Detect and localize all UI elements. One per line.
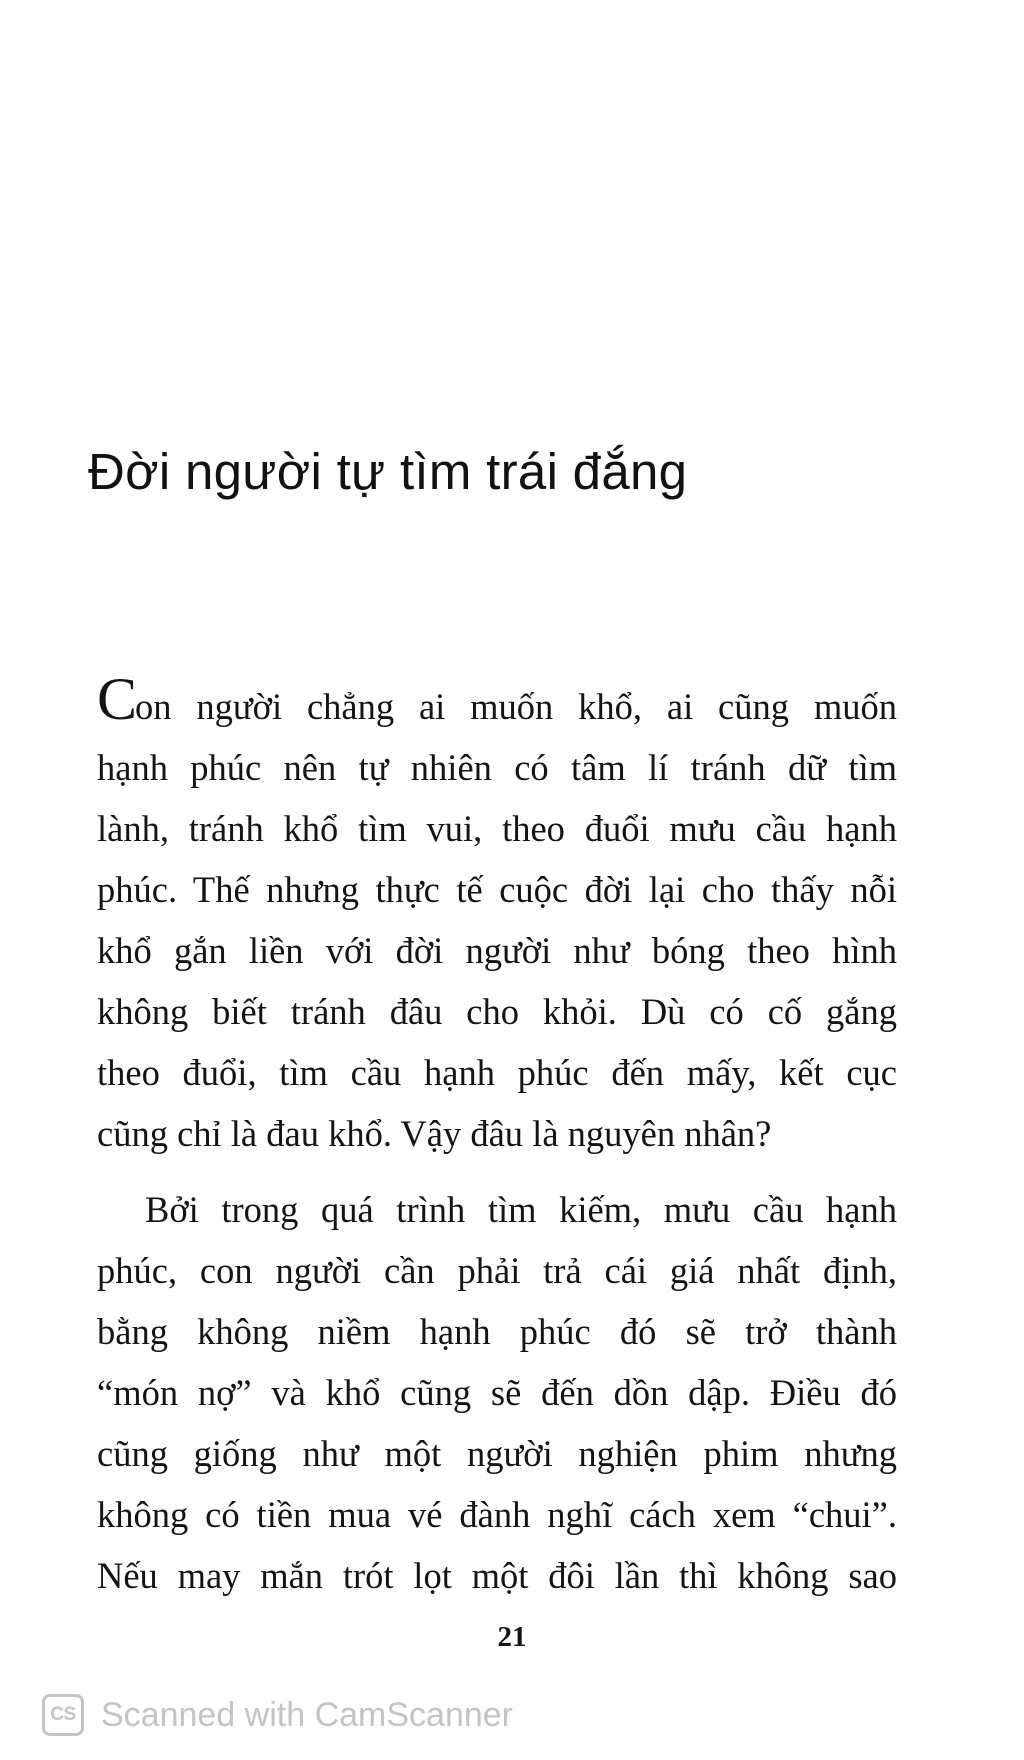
paragraph-2-line-7: Nếu may mắn trót lọt một đôi lần thì không sao [97,1555,897,1596]
drop-cap: C [97,666,136,732]
watermark-text: Scanned with CamScanner [101,1695,514,1734]
paragraph-1-line-2: hạnh phúc nên tự nhiên có tâm lí tránh dữ tìm [97,747,897,788]
paragraph-1-line-3: lành, tránh khổ tìm vui, theo đuổi mưu cầu hạnh [97,808,897,849]
paragraph-2-line-6: không có tiền mua vé đành nghĩ cách xem “chui”. [97,1494,897,1535]
chapter-title: Đời người tự tìm trái đắng [88,443,688,500]
paragraph-1-line-7: theo đuổi, tìm cầu hạnh phúc đến mấy, kết cục [97,1052,897,1093]
paragraph-2-line-2: phúc, con người cần phải trả cái giá nhất định, [97,1250,897,1291]
page-number: 21 [497,1621,527,1653]
paragraph-1-line-4: phúc. Thế nhưng thực tế cuộc đời lại cho thấy nỗi [97,869,897,910]
paragraph-gap [97,1164,897,1179]
paragraph-1-line-5: khổ gắn liền với đời người như bóng theo hình [97,930,897,971]
paragraph-2-line-4: “món nợ” và khổ cũng sẽ đến dồn dập. Điều đó [97,1372,897,1413]
paragraph-2-line-1: Bởi trong quá trình tìm kiếm, mưu cầu hạnh [145,1189,897,1230]
paragraph-1-line-1 [97,666,897,737]
camscanner-watermark [42,1692,513,1738]
paragraph-1-line-6: không biết tránh đâu cho khỏi. Dù có cố gắng [97,991,897,1032]
paragraph-2-line-5: cũng giống như một người nghiện phim nhưng [97,1433,897,1474]
paragraph-1-line-8: cũng chỉ là đau khổ. Vậy đâu là nguyên nhân? [97,1113,772,1154]
body-text [97,666,897,1606]
camscanner-logo-icon: CS [42,1694,84,1736]
paragraph-2-line-3: bằng không niềm hạnh phúc đó sẽ trở thành [97,1311,897,1352]
paragraph-1-line-1-text: on người chẳng ai muốn khổ, ai cũng muốn [135,686,897,727]
